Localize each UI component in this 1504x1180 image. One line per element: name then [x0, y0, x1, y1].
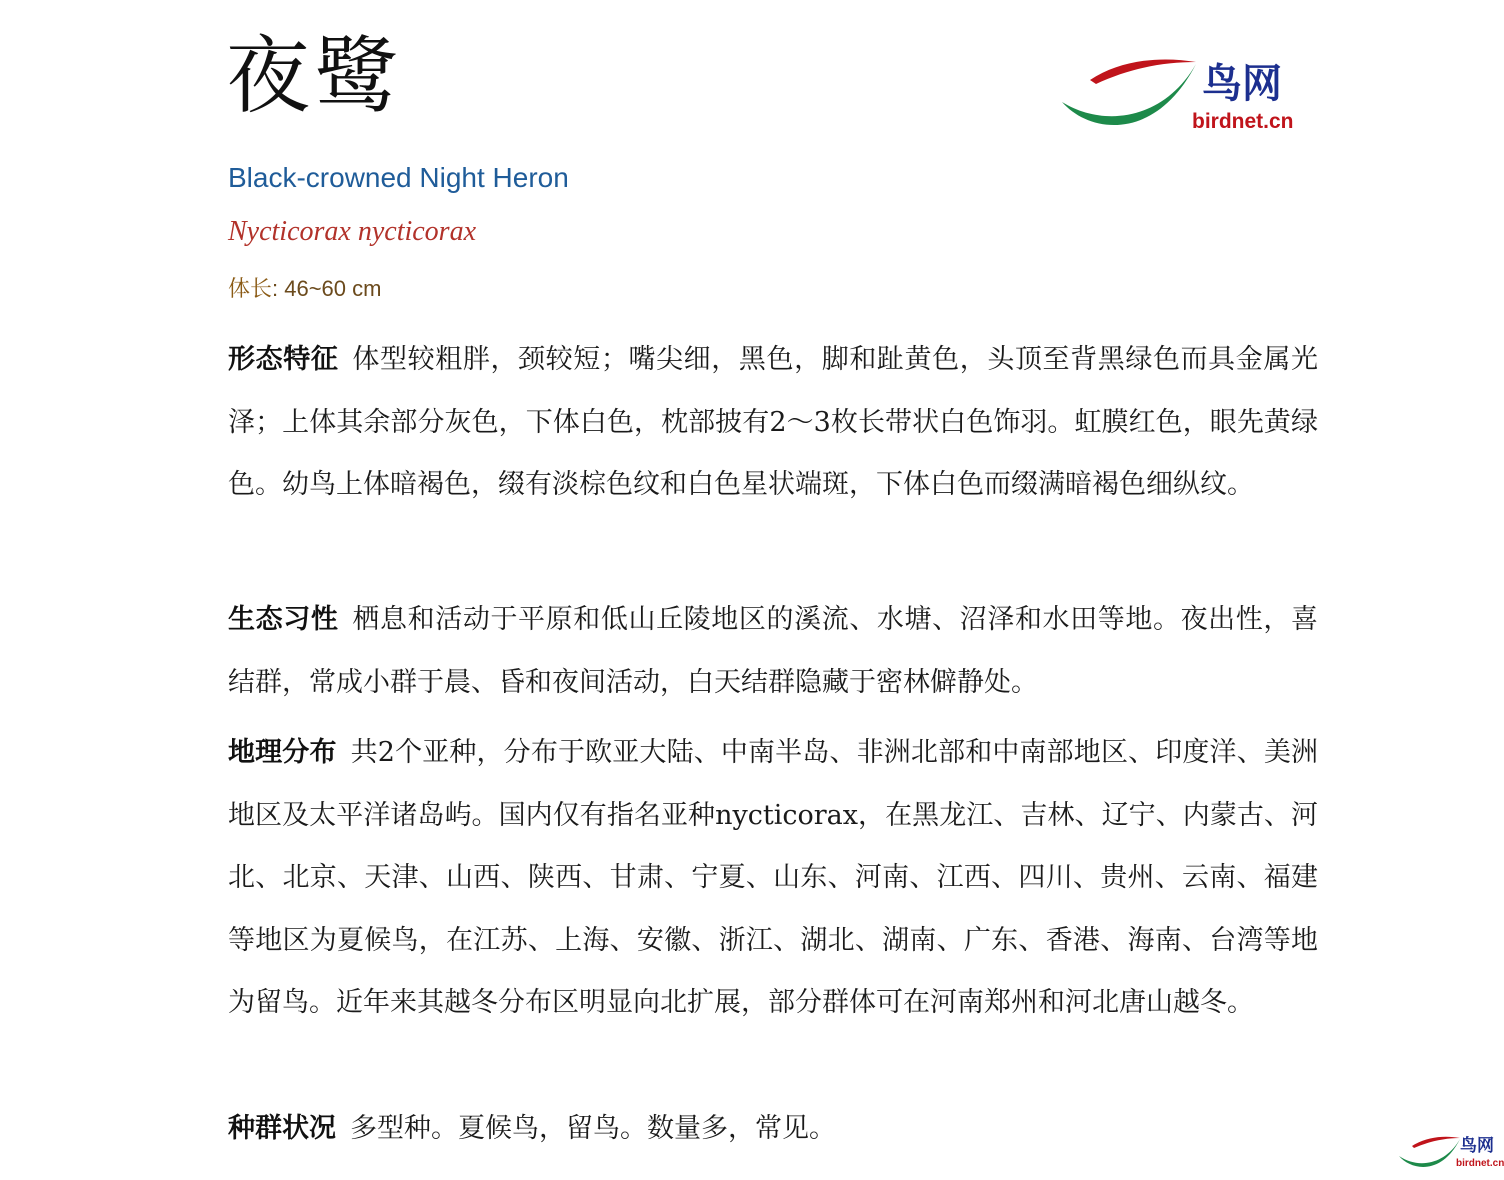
- body-length-value: : 46~60 cm: [272, 276, 382, 301]
- ecology-label: 生态习性: [228, 604, 339, 635]
- distribution-label: 地理分布: [228, 737, 337, 768]
- logo-small-domain-text: birdnet.cn: [1456, 1158, 1504, 1169]
- body-length-label: 体长: [228, 276, 273, 301]
- body-length: [228, 274, 381, 304]
- population-text: 多型种。夏候鸟，留鸟。数量多，常见。: [350, 1113, 836, 1144]
- morphology-label: 形态特征: [228, 344, 339, 375]
- ecology-text: 栖息和活动于平原和低山丘陵地区的溪流、水塘、沼泽和水田等地。夜出性，喜结群，常成小群于晨、昏和夜间活动，白天结群隐藏于密林僻静处。: [228, 604, 1318, 698]
- logo-domain-text: birdnet.cn: [1192, 110, 1294, 133]
- species-title: 夜鹭: [226, 27, 403, 125]
- birdnet-logo: [1060, 54, 1294, 140]
- logo-small-cn-text: 鸟网: [1460, 1136, 1494, 1156]
- population-label: 种群状况: [228, 1113, 336, 1144]
- population-section: [228, 1098, 1318, 1161]
- distribution-text: 共2个亚种，分布于欧亚大陆、中南半岛、非洲北部和中南部地区、印度洋、美洲地区及太平洋诸岛屿。国内仅有指名亚种nycticorax，在黑龙江、吉林、辽宁、内蒙古、河北、北京、天津、山西、陕西、甘肃、宁夏、山东、河南、江西、四川、贵州、云南、福建等地区为夏候鸟，在江苏、上海、安徽、浙江、湖北、湖南、广东、香港、海南、台湾等地为留鸟。近年来其越冬分布区明显向北扩展，部分群体可在河南郑州和河北唐山越冬。: [228, 737, 1319, 1018]
- distribution-section: [228, 722, 1318, 1035]
- english-name: Black-crowned Night Heron: [228, 162, 569, 193]
- logo-cn-text: 鸟网: [1202, 60, 1282, 107]
- birdnet-logo-small: [1398, 1134, 1504, 1174]
- morphology-section: [228, 329, 1318, 517]
- scientific-name: Nycticorax nycticorax: [228, 216, 477, 247]
- ecology-section: [228, 589, 1318, 714]
- morphology-text: 体型较粗胖，颈较短；嘴尖细，黑色，脚和趾黄色，头顶至背黑绿色而具金属光泽；上体其余部分灰色，下体白色，枕部披有2～3枚长带状白色饰羽。虹膜红色，眼先黄绿色。幼鸟上体暗褐色，缀有淡棕色纹和白色星状端斑，下体白色而缀满暗褐色细纵纹。: [228, 344, 1318, 500]
